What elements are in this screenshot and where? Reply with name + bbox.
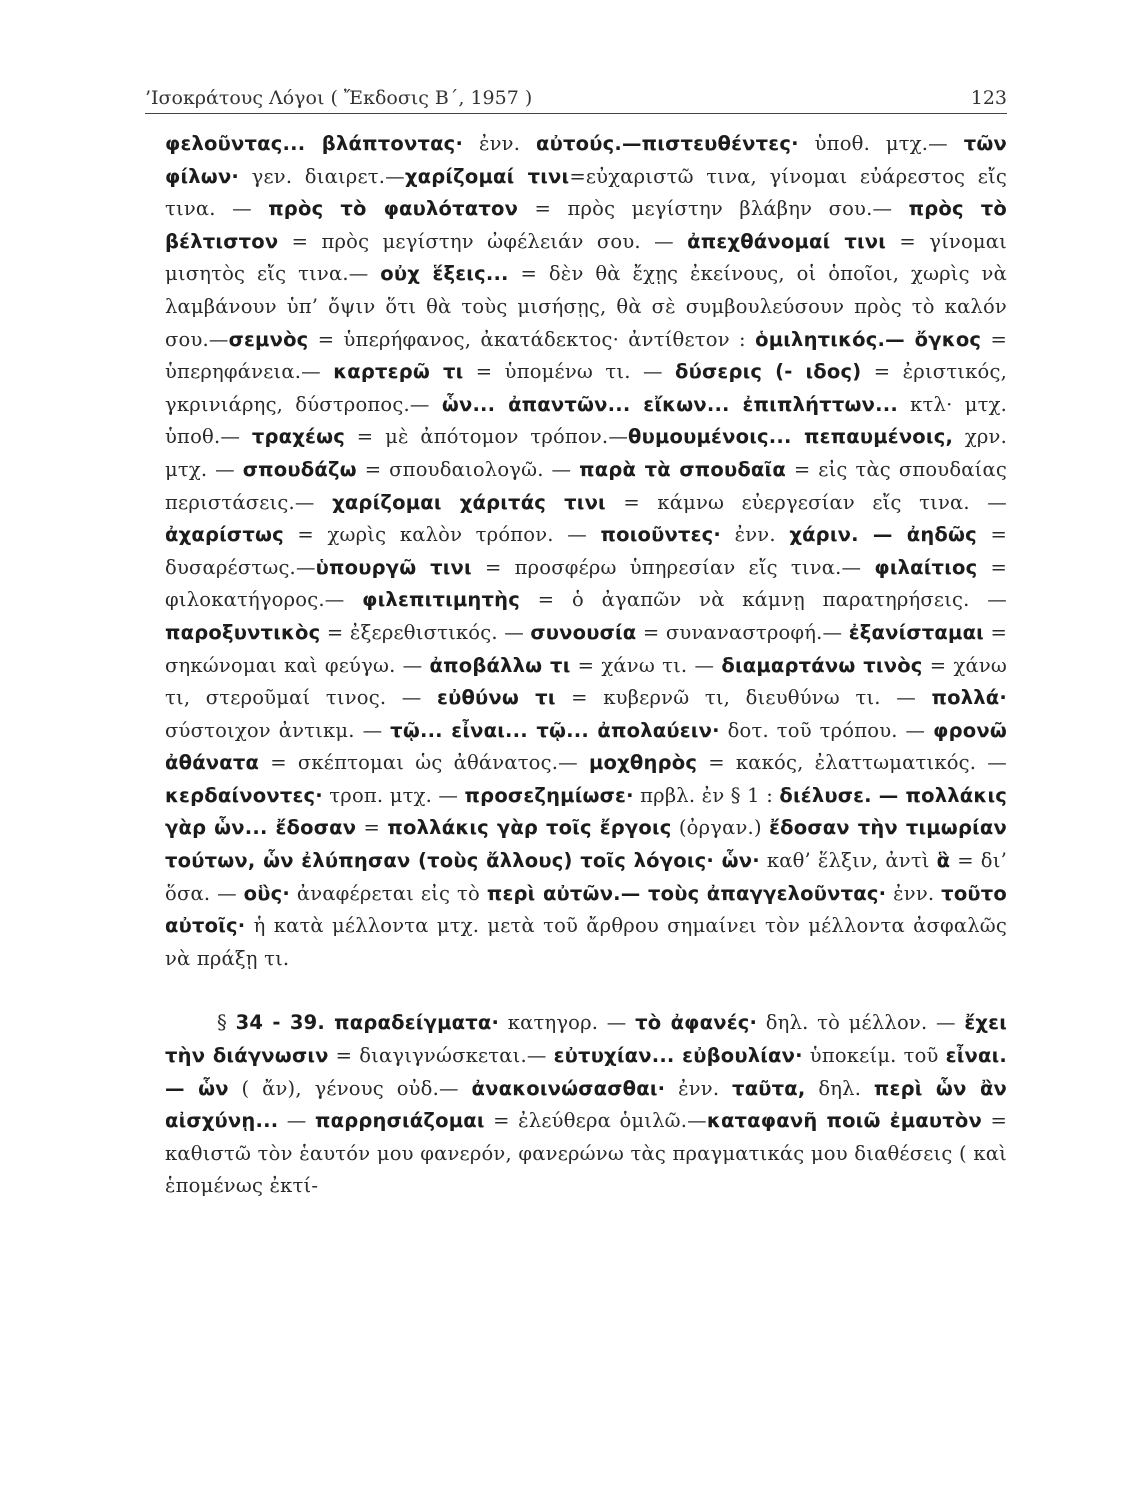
header-title: ’Ισοκράτους Λόγοι ( Ἔκδοσις Β΄, 1957 )	[145, 87, 533, 109]
gloss-text: ἡ κατὰ μέλλοντα μτχ. μετὰ τοῦ ἄρθρου σημαίνει τὸν μέλλοντα ἀσφαλῶς νὰ πράξῃ τι.	[165, 914, 1007, 970]
lemma-term: εἶναι.— ὧν	[165, 1044, 1007, 1100]
gloss-text: γεν. διαιρετ.—	[239, 164, 405, 188]
gloss-text: —	[278, 1109, 315, 1133]
lemma-term: τοῦτο αὐτοῖς·	[165, 881, 1008, 938]
lemma-term: εὐτυχίαν... εὐβουλίαν·	[553, 1044, 803, 1068]
gloss-text: τροπ. μτχ. —	[322, 783, 465, 807]
gloss-text: = προσφέρω ὑπηρεσίαν εἴς τινα.—	[471, 555, 875, 579]
lemma-term: ἀνακοινώσασθαι·	[471, 1076, 666, 1100]
lemma-term: ἃ	[936, 849, 951, 873]
lemma-term: οὐχ ἕξεις...	[380, 262, 509, 286]
gloss-text: = δι’ ὅσα. —	[165, 849, 1007, 905]
lemma-term: πολλά·	[931, 686, 1008, 710]
gloss-text: δηλ.	[805, 1076, 874, 1100]
gloss-text: = ὑπερηφάνεια.—	[165, 327, 1007, 384]
lemma-term: ἔδοσαν τὴν τιμωρίαν τούτων, ὧν ἐλύπησαν (τοὺς ἄλλους) τοῖς λόγοις· ὧν·	[165, 816, 1007, 873]
gloss-text: δοτ. τοῦ τρόπου. —	[719, 718, 934, 742]
gloss-text: (ὀργαν.)	[671, 816, 770, 840]
gloss-text: = μὲ ἀπότομον τρόπον.—	[344, 425, 629, 449]
lemma-term: φιλαίτιος	[874, 555, 978, 579]
lemma-term: οὓς·	[243, 881, 291, 905]
gloss-text: = συναναστροφή.—	[636, 620, 849, 644]
lemma-term: παρρησιάζομαι	[314, 1109, 485, 1133]
gloss-text: = πρὸς μεγίστην βλάβην σου.—	[518, 197, 909, 221]
lemma-term: συνουσία	[530, 620, 637, 644]
gloss-text: =	[356, 816, 388, 840]
gloss-text: ἀναφέρεται εἰς τὸ	[290, 881, 487, 905]
gloss-text: κατηγορ. —	[499, 1011, 636, 1035]
gloss-text: = κυβερνῶ τι, διευθύνω τι. —	[555, 686, 932, 710]
lemma-term: ὧν... ἀπαντῶν... εἴκων... ἐπιπλήττων...	[441, 392, 898, 416]
gloss-text: = δὲν θὰ ἔχῃς ἐκείνους, οἱ ὁποῖοι, χωρὶς νὰ λαμβάνουν ὑπ’ ὄψιν ὅτι θὰ τοὺς μισήσῃς, θὰ σὲ συμβουλεύσουν πρὸς τὸ καλόν σου.—	[165, 262, 1007, 351]
gloss-text: καθ’ ἕλξιν, ἀντὶ	[759, 849, 937, 873]
lemma-term: διέλυσε. — πολλάκις γὰρ ὧν... ἔδοσαν	[165, 783, 1008, 840]
lemma-term: τὸ ἀφανές·	[635, 1011, 758, 1035]
gloss-text: = πρὸς μεγίστην ὠφέλειάν σου. —	[278, 229, 688, 253]
lemma-term: 34 - 39. παραδείγματα·	[235, 1011, 500, 1035]
page-number: 123	[970, 87, 1007, 109]
gloss-text: = ὑπομένω τι. —	[463, 360, 676, 384]
lemma-term: πολλάκις γὰρ τοῖς ἔργοις	[387, 816, 672, 840]
gloss-text: ἐνν.	[665, 1076, 733, 1100]
gloss-text: = χάνω τι. —	[570, 653, 722, 677]
lemma-term: διαμαρτάνω τινὸς	[721, 653, 923, 677]
lemma-term: σπουδάζω	[242, 457, 357, 481]
gloss-text: = σηκώνομαι καὶ φεύγω. —	[165, 620, 1008, 677]
gloss-text: = κάμνω εὐεργεσίαν εἴς τινα. —	[605, 490, 1007, 514]
paragraph-commentary-33	[165, 128, 1007, 975]
lemma-term: εὐθύνω τι	[437, 686, 556, 710]
gloss-text: §	[217, 1011, 236, 1035]
gloss-text: χρν. μτχ. —	[165, 425, 1007, 481]
lemma-term: ἔχει τὴν διάγνωσιν	[165, 1011, 1007, 1068]
lemma-term: πρὸς τὸ βέλτιστον	[165, 197, 1007, 253]
lemma-term: θυμουμένοις... πεπαυμένοις,	[628, 425, 954, 449]
gloss-text: ἐνν.	[886, 881, 942, 905]
lemma-term: δύσερις (- ιδος)	[675, 360, 862, 384]
gloss-text: = καθιστῶ τὸν ἑαυτόν μου φανερόν, φανερώνω τὰς πραγματικάς μου διαθέσεις ( καὶ ἑπομένως ἐκτί-	[165, 1109, 1007, 1198]
lemma-term: ἀποβάλλω τι	[429, 653, 571, 677]
gloss-text: = φιλοκατήγορος.—	[165, 555, 1007, 612]
gloss-text: ὑποθ. μτχ.—	[798, 132, 964, 155]
gloss-text: = σπουδαιολογῶ. —	[356, 457, 580, 481]
lemma-term: ἐξανίσταμαι	[848, 620, 984, 644]
gloss-text: ( ἄν), γένους οὐδ.—	[228, 1076, 472, 1100]
lemma-term: καταφανῆ ποιῶ ἐμαυτὸν	[706, 1109, 982, 1133]
gloss-text: πρβλ. ἐν § 1 :	[633, 783, 780, 807]
gloss-text: = ὁ ἀγαπῶν νὰ κάμνῃ παρατηρήσεις. —	[520, 588, 1008, 612]
lemma-term: πρὸς τὸ φαυλότατον	[268, 197, 519, 221]
gloss-text: =εὐχαριστῶ τινα, γίνομαι εὐάρεστος εἴς τινα. —	[165, 164, 1007, 221]
lemma-term: τραχέως	[251, 425, 345, 449]
lemma-term: φελοῦντας... βλάπτοντας·	[165, 132, 464, 155]
lemma-term: φιλεπιτιμητὴς	[362, 588, 521, 612]
lemma-term: ταῦτα,	[732, 1076, 806, 1100]
gloss-text: σύστοιχον ἀντικμ. —	[165, 718, 391, 742]
lemma-term: ποιοῦντες·	[600, 523, 722, 547]
lemma-term: τῷ... εἶναι... τῷ... ἀπολαύειν·	[390, 718, 720, 742]
gloss-text: = ὑπερήφανος, ἀκατάδεκτος· ἀντίθετον :	[308, 327, 756, 351]
lemma-term: παρὰ τὰ σπουδαῖα	[579, 457, 786, 481]
lemma-term: μοχθηρὸς	[588, 751, 698, 775]
lemma-term: ἀπεχθάνομαί τινι	[687, 229, 887, 253]
lemma-term: τῶν φίλων·	[165, 132, 1008, 188]
paragraph-commentary-34-39	[165, 1007, 1007, 1203]
gloss-text: = ἐριστικός, γκρινιάρης, δύστροπος.—	[165, 360, 1007, 416]
running-header	[145, 78, 1007, 114]
gloss-text: = εἰς τὰς σπουδαίας περιστάσεις.—	[165, 457, 1007, 514]
lemma-term: ὑπουργῶ τινι	[315, 555, 472, 579]
gloss-text: ἐνν.	[463, 132, 537, 155]
gloss-text: δηλ. τὸ μέλλον. —	[757, 1011, 965, 1035]
gloss-text: = γίνομαι μισητὸς εἴς τινα.—	[165, 229, 1008, 286]
lemma-term: προσεζημίωσε·	[464, 783, 634, 807]
lemma-term: αὐτούς.—πιστευθέντες·	[536, 132, 799, 155]
lemma-term: χαρίζομαί τινι	[404, 164, 570, 188]
gloss-text: ὑποκείμ. τοῦ	[802, 1044, 946, 1068]
lemma-term: παροξυντικὸς	[165, 620, 321, 644]
lemma-term: φρονῶ ἀθάνατα	[165, 718, 1007, 775]
gloss-text: = χωρὶς καλὸν τρόπον. —	[283, 523, 601, 547]
gloss-text: = σκέπτομαι ὡς ἀθάνατος.—	[259, 751, 589, 775]
lemma-term: ἀχαρίστως	[165, 523, 284, 547]
lemma-term: χάριν. — ἀηδῶς	[789, 523, 977, 547]
commentary-text	[165, 128, 1007, 1203]
gloss-text: = ἐξερεθιστικός. —	[320, 620, 531, 644]
gloss-text: = δυσαρέστως.—	[165, 523, 1007, 579]
lemma-term: ὁμιλητικός.— ὄγκος	[755, 327, 982, 351]
gloss-text: κτλ· μτχ. ὑποθ.—	[165, 392, 1007, 449]
gloss-text: = κακός, ἐλαττωματικός. —	[697, 751, 1008, 775]
lemma-term: κερδαίνοντες·	[165, 783, 323, 807]
lemma-term: σεμνὸς	[228, 327, 309, 351]
gloss-text: = διαγιγνώσκεται.—	[328, 1044, 554, 1068]
lemma-term: περὶ ὧν ἂν αἰσχύνῃ...	[165, 1076, 1008, 1133]
gloss-text: = ἐλεύθερα ὁμιλῶ.—	[484, 1109, 707, 1133]
gloss-text: ἐνν.	[721, 523, 790, 547]
lemma-term: χαρίζομαι χάριτάς τινι	[332, 490, 606, 514]
gloss-text: = χάνω τι, στεροῦμαί τινος. —	[165, 653, 1007, 710]
lemma-term: περὶ αὐτῶν.— τοὺς ἀπαγγελοῦντας·	[486, 881, 887, 905]
lemma-term: καρτερῶ τι	[333, 360, 464, 384]
